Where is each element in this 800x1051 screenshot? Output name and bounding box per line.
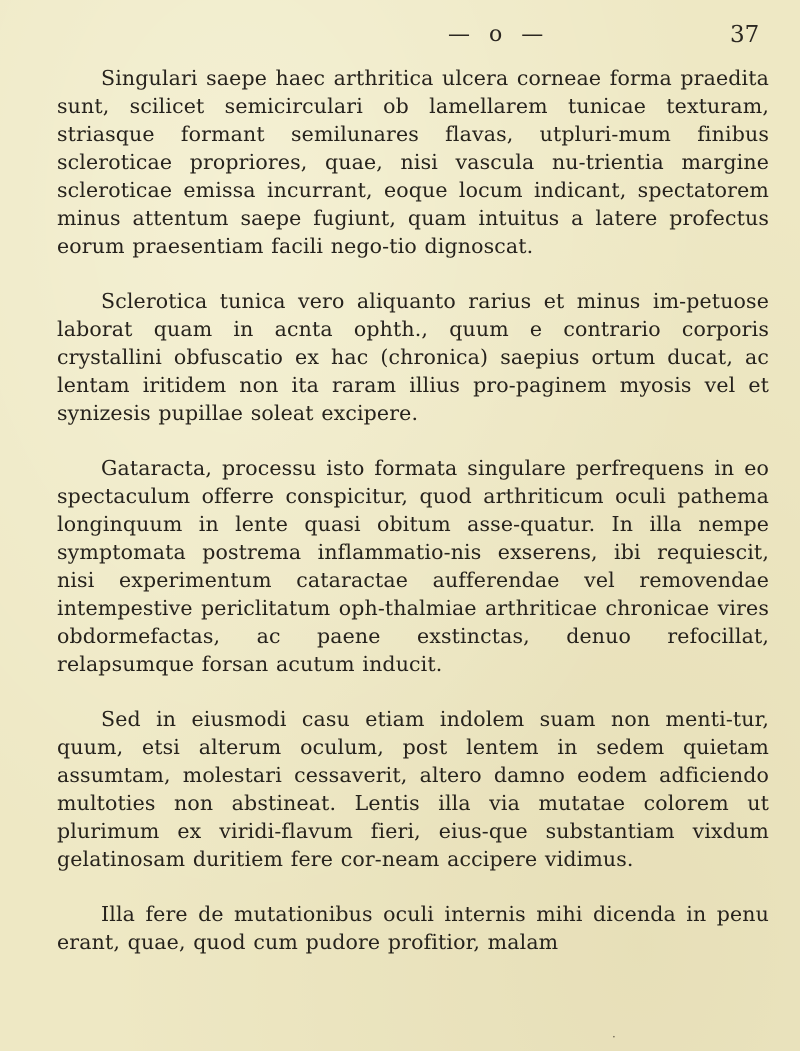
paragraph-3: Gataracta, processu isto formata singulare perfrequens in eo spectaculum offerre conspicitur, quod arthriticum oculi pathema longinquum in lente quasi obitum asse-quatur. In illa nempe symptomata postrema inflammatio-nis exserens, ibi requiescit, nisi experimentum cataractae aufferendae vel removendae intempestive periclitatum oph-thalmiae arthriticae chronicae vires obdormefactas, ac paene exstinctas, denuo refocillat, relapsumque forsan acutum inducit. bbox=[57, 456, 769, 676]
body-text bbox=[57, 64, 769, 956]
header-ornament: — o — bbox=[448, 22, 550, 47]
page-number: 37 bbox=[730, 22, 760, 48]
ink-speck: · bbox=[612, 1030, 616, 1044]
paragraph-2: Sclerotica tunica vero aliquanto rarius et minus im-petuose laborat quam in acnta ophth., quum e contrario corporis crystallini obfuscatio ex hac (chronica) saepius ortum ducat, ac lentam iritidem non ita raram illius pro-paginem myosis vel et synizesis pupillae soleat excipere. bbox=[57, 289, 769, 425]
paragraph-4: Sed in eiusmodi casu etiam indolem suam non menti-tur, quum, etsi alterum oculum, post lentem in sedem quietam assumtam, molestari cessaverit, altero damno eodem adficiendo multoties non abstineat. Lentis illa via mutatae colorem ut plurimum ex viridi-flavum fieri, eius-que substantiam vixdum gelatinosam duritiem fere cor-neam accipere vidimus. bbox=[57, 707, 769, 871]
paragraph-1: Singulari saepe haec arthritica ulcera corneae forma praedita sunt, scilicet semicirculari ob lamellarem tunicae texturam, striasque formant semilunares flavas, utpluri-mum finibus scleroticae propriores, quae, nisi vascula nu-trientia margine scleroticae emissa incurrant, eoque locum indicant, spectatorem minus attentum saepe fugiunt, quam intuitus a latere profectus eorum praesentiam facili nego-tio dignoscat. bbox=[57, 66, 769, 258]
page-header bbox=[0, 14, 800, 54]
paragraph-5: Illa fere de mutationibus oculi internis mihi dicenda in penu erant, quae, quod cum pudore profitior, malam bbox=[57, 902, 769, 954]
